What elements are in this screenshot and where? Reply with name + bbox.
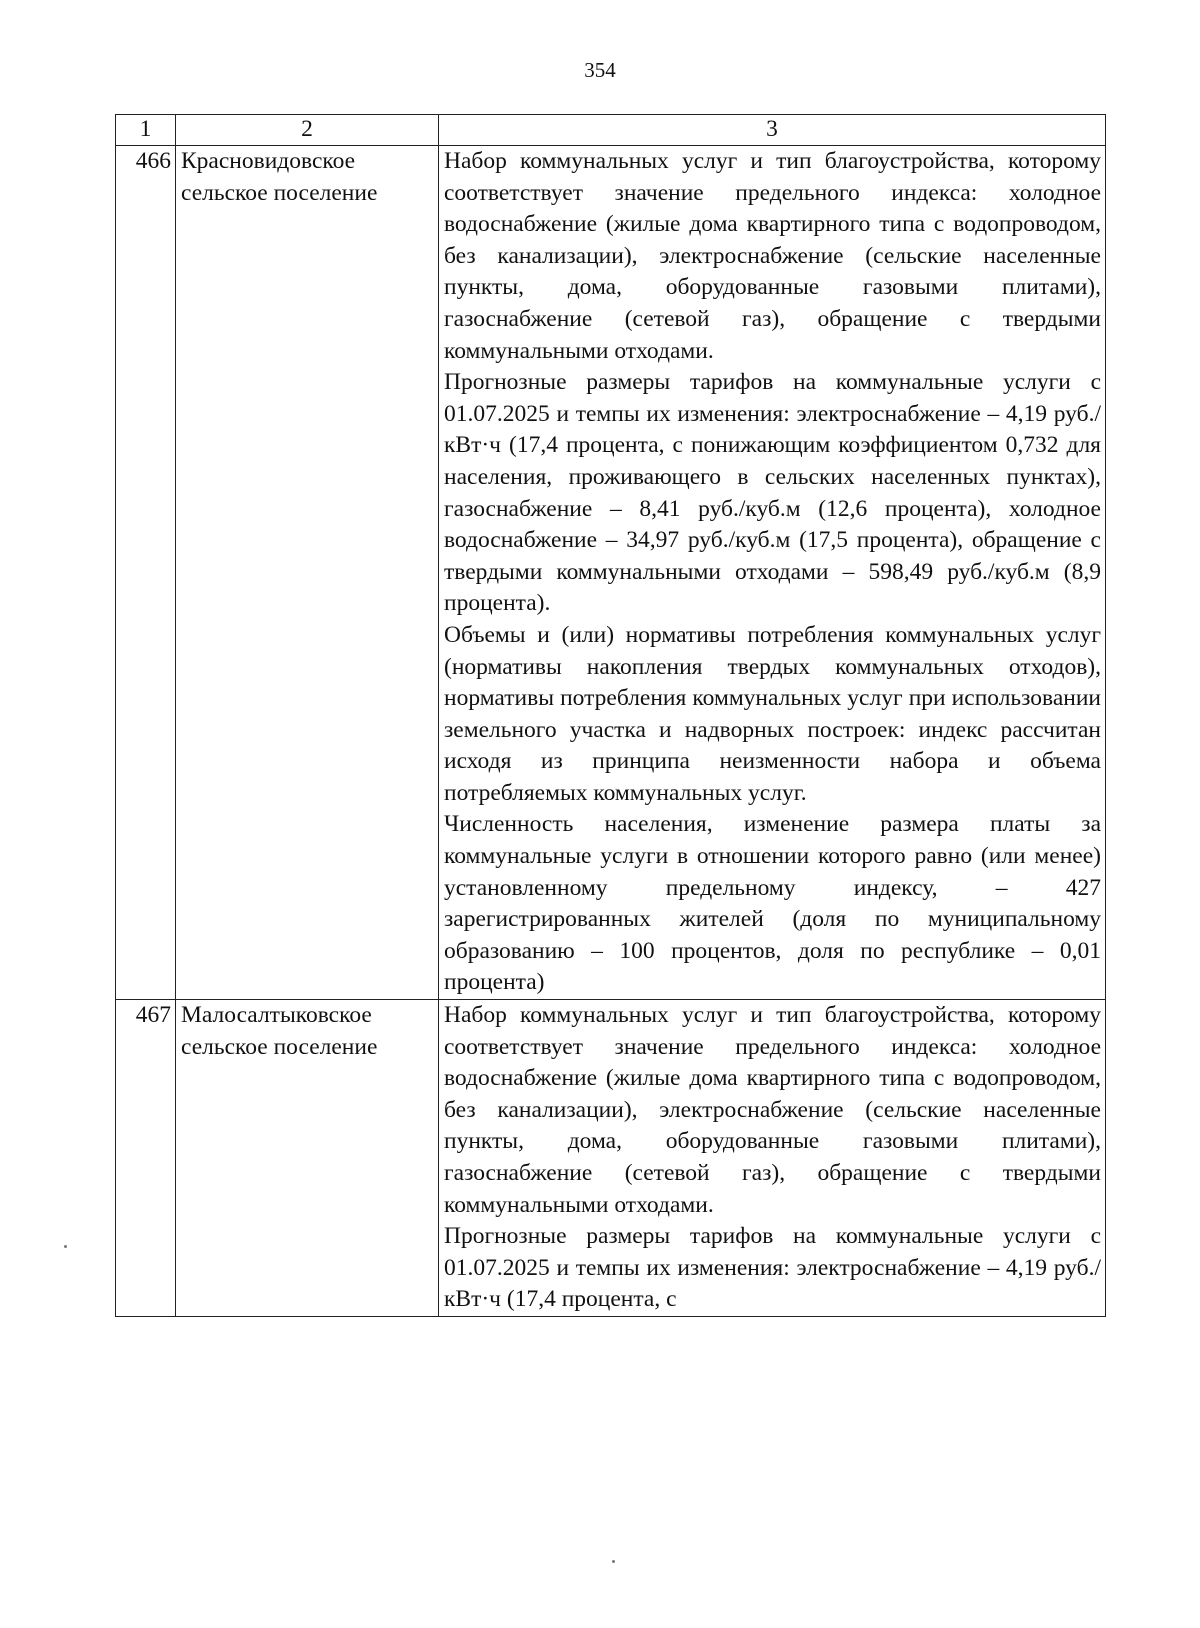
table-row xyxy=(116,1000,1106,1317)
description-paragraph: Набор коммунальных услуг и тип благоустройства, которому соответствует значение предельного индекса: холодное водоснабжение (жилые дома квартирного типа с водопроводом, без канализации), электроснабжение (сельские населенные пункты, дома, оборудованные газовыми плитами), газоснабжение (сетевой газ), обращение с твердыми коммунальными отходами. xyxy=(444,148,1101,364)
description-paragraph: Прогнозные размеры тарифов на коммунальные услуги с 01.07.2025 и темпы их изменения: электроснабжение – 4,19 руб./кВт·ч (17,4 процента, с xyxy=(444,1223,1101,1313)
tariff-table xyxy=(115,114,1106,1317)
settlement-name: Малосалтыковское сельское поселение xyxy=(176,1000,439,1317)
column-header-3: 3 xyxy=(439,115,1106,146)
settlement-description xyxy=(439,146,1106,1000)
table-header-row xyxy=(116,115,1106,146)
settlement-name: Красновидовское сельское поселение xyxy=(176,146,439,1000)
column-header-2: 2 xyxy=(176,115,439,146)
settlement-description xyxy=(439,1000,1106,1317)
table-row xyxy=(116,146,1106,1000)
scan-speck xyxy=(64,1245,67,1248)
page-number: 354 xyxy=(584,58,616,82)
column-header-1: 1 xyxy=(116,115,176,146)
description-paragraph: Прогнозные размеры тарифов на коммунальные услуги с 01.07.2025 и темпы их изменения: электроснабжение – 4,19 руб./кВт·ч (17,4 процента, с понижающим коэффициентом 0,732 для населения, проживающего в сельских населенных пунктах), газоснабжение – 8,41 руб./куб.м (12,6 процента), холодное водоснабжение – 34,97 руб./куб.м (17,5 процента), обращение с твердыми коммунальными отходами – 598,49 руб./куб.м (8,9 процента). xyxy=(444,369,1101,617)
scan-speck xyxy=(612,1560,615,1563)
row-number: 467 xyxy=(116,1000,176,1317)
row-number: 466 xyxy=(116,146,176,1000)
description-paragraph: Набор коммунальных услуг и тип благоустройства, которому соответствует значение предельного индекса: холодное водоснабжение (жилые дома квартирного типа с водопроводом, без канализации), электроснабжение (сельские населенные пункты, дома, оборудованные газовыми плитами), газоснабжение (сетевой газ), обращение с твердыми коммунальными отходами. xyxy=(444,1002,1101,1218)
description-paragraph: Численность населения, изменение размера платы за коммунальные услуги в отношении которого равно (или менее) установленному предельному индексу, – 427 зарегистрированных жителей (доля по муниципальному образованию – 100 процентов, доля по республике – 0,01 процента) xyxy=(444,811,1101,996)
description-paragraph: Объемы и (или) нормативы потребления коммунальных услуг (нормативы накопления твердых коммунальных отходов), нормативы потребления коммунальных услуг при использовании земельного участка и надворных построек: индекс рассчитан исходя из принципа неизменности набора и объема потребляемых коммунальных услуг. xyxy=(444,621,1101,806)
